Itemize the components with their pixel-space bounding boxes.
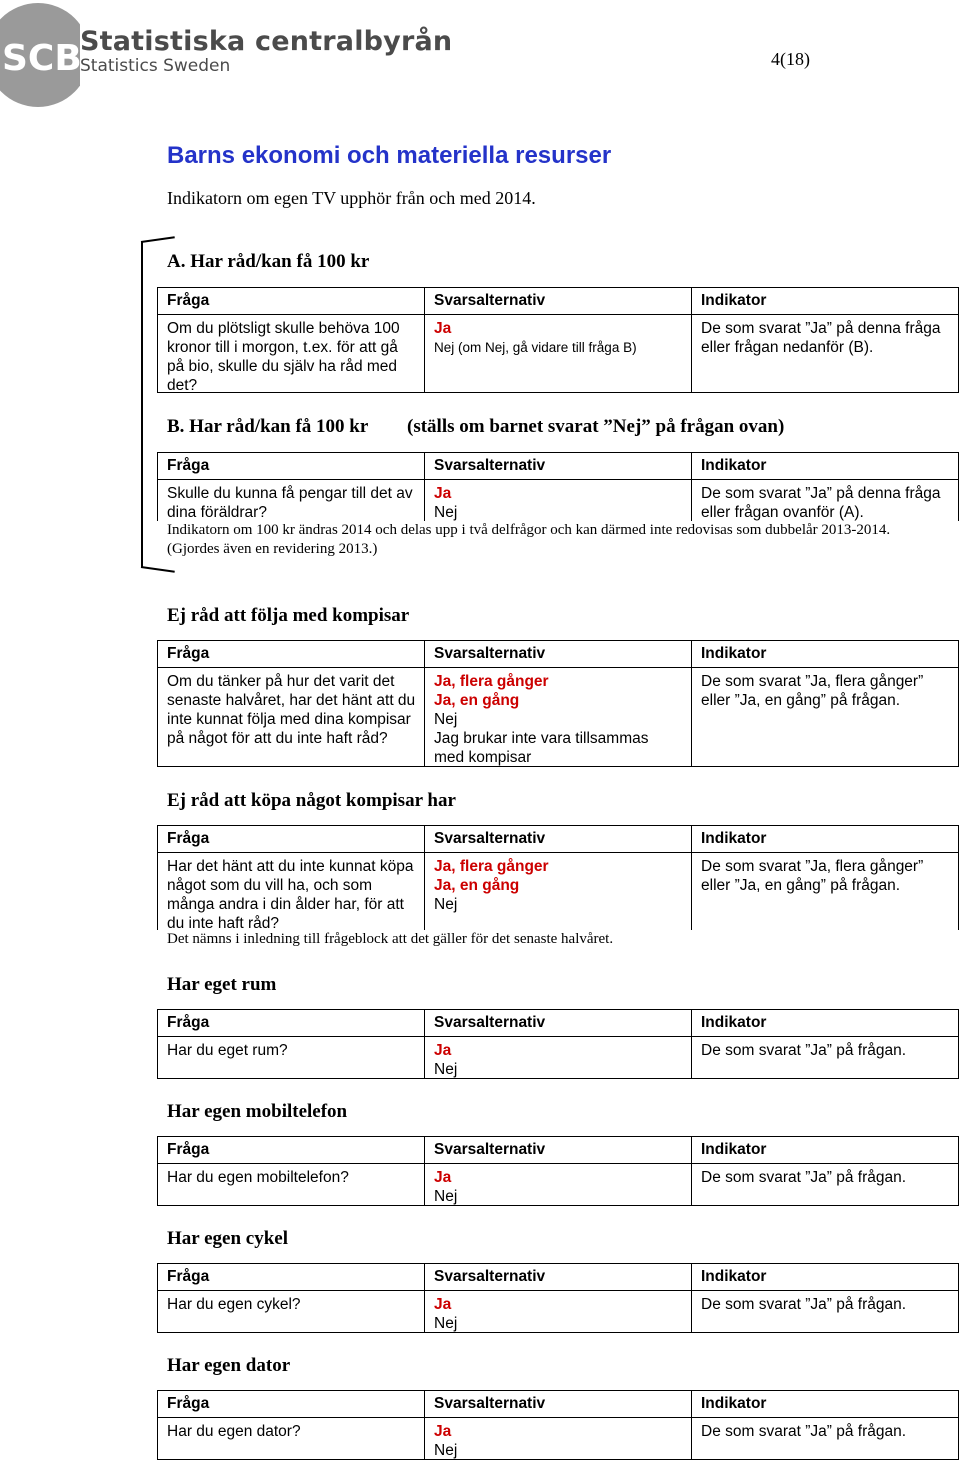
indicator-text: De som svarat ”Ja” på frågan. [701, 1296, 907, 1313]
indicator-text: De som svarat ”Ja” på frågan. [701, 1169, 907, 1186]
table-kompis-kopa [157, 825, 959, 930]
answer-options [434, 319, 684, 357]
scb-logo-mark [0, 0, 80, 110]
question-text: Har du egen mobiltelefon? [167, 1169, 349, 1186]
kompis-kopa-heading: Ej råd att köpa något kompisar har [167, 790, 456, 811]
logo-abbrev: SCB [2, 38, 80, 79]
question-text: Har du egen dator? [167, 1423, 301, 1440]
answer-plain: Nej (om Nej, gå vidare till fråga B) [434, 340, 637, 355]
col-header-answers: Svarsalternativ [434, 292, 546, 309]
table-mobil: Fråga Svarsalternativ Indikator Har du egen mobiltelefon? Ja Nej De som svarat ”Ja” på frågan. [157, 1136, 959, 1206]
logo-title: Statistiska centralbyrån [80, 26, 453, 57]
logo-subtitle: Statistics Sweden [80, 56, 231, 76]
col-header-indicator: Indikator [701, 292, 767, 309]
table-section-a [157, 287, 959, 393]
question-text: Har det hänt att du inte kunnat köpa något som du vill ha, och som många andra i din ålder har, för att du inte haft råd? [167, 858, 414, 932]
indicator-text: De som svarat ”Ja” på denna fråga eller frågan nedanför (B). [701, 320, 941, 356]
indicator-text: De som svarat ”Ja, flera gånger” eller ”Ja, en gång” på frågan. [701, 858, 924, 894]
answer-options: Ja Nej [434, 1423, 458, 1459]
table-header: Fråga Svarsalternativ Indikator [158, 826, 958, 853]
table-header [158, 288, 958, 315]
rum-heading: Har eget rum [167, 974, 277, 995]
section-b-note-text: Indikatorn om 100 kr ändras 2014 och delas upp i två delfrågor och kan därmed inte redovisas som dubbelår 2013-2014. (Gjordes även en revidering 2013.) [167, 522, 891, 557]
page-number: 4(18) [771, 49, 810, 69]
answer-options: Ja, flera gånger Ja, en gång Nej [434, 858, 549, 913]
question-text: Om du tänker på hur det varit det senaste halvåret, har det hänt att du inte kunnat följa med dina kompisar på något för att du inte haft råd? [167, 673, 416, 747]
answer-options: Ja Nej [434, 1169, 458, 1205]
table-rum: Fråga Svarsalternativ Indikator Har du eget rum? Ja Nej De som svarat ”Ja” på frågan. [157, 1009, 959, 1079]
section-b-heading: B. Har råd/kan få 100 kr [167, 416, 369, 437]
answer-options: Ja Nej [434, 485, 458, 521]
answer-options: Ja, flera gånger Ja, en gång Nej Jag brukar inte vara tillsammas med kompisar [434, 673, 649, 766]
cykel-heading: Har egen cykel [167, 1228, 289, 1249]
answer-red: Ja [434, 320, 452, 337]
scb-logo [0, 0, 453, 110]
indicator-text: De som svarat ”Ja” på frågan. [701, 1423, 907, 1440]
section-a-heading: A. Har råd/kan få 100 kr [167, 251, 370, 272]
question-text: Om du plötsligt skulle behöva 100 kronor till i morgon, t.ex. för att gå på bio, skulle du själv ha råd med det? [167, 320, 400, 394]
table-header: Fråga Svarsalternativ Indikator [158, 641, 958, 668]
kompis-folja-heading: Ej råd att följa med kompisar [167, 605, 410, 626]
dator-heading: Har egen dator [167, 1355, 291, 1376]
indicator-text: De som svarat ”Ja” på frågan. [701, 1042, 907, 1059]
kompis-kopa-note: Det nämns i inledning till frågeblock att det gäller för det senaste halvåret. [167, 931, 614, 947]
table-header: Fråga Svarsalternativ Indikator [158, 453, 958, 480]
table-section-b [157, 452, 959, 521]
col-header-question: Fråga [167, 292, 210, 309]
question-text: Skulle du kunna få pengar till det av dina föräldrar? [167, 485, 413, 521]
mobil-heading: Har egen mobiltelefon [167, 1101, 348, 1122]
answer-options: Ja Nej [434, 1042, 458, 1078]
table-dator: Fråga Svarsalternativ Indikator Har du egen dator? Ja Nej De som svarat ”Ja” på frågan. [157, 1390, 959, 1460]
answer-options: Ja Nej [434, 1296, 458, 1332]
table-kompis-folja [157, 640, 959, 767]
section-b-note: (ställs om barnet svarat ”Nej” på frågan ovan) [407, 416, 785, 437]
table-cykel: Fråga Svarsalternativ Indikator Har du egen cykel? Ja Nej De som svarat ”Ja” på frågan. [157, 1263, 959, 1333]
question-text: Har du eget rum? [167, 1042, 288, 1059]
page-title: Barns ekonomi och materiella resurser [167, 142, 612, 169]
indicator-text: De som svarat ”Ja” på denna fråga eller frågan ovanför (A). [701, 485, 941, 521]
intro-text: Indikatorn om egen TV upphör från och med 2014. [167, 188, 536, 208]
indicator-text: De som svarat ”Ja, flera gånger” eller ”Ja, en gång” på frågan. [701, 673, 924, 709]
question-text: Har du egen cykel? [167, 1296, 301, 1313]
